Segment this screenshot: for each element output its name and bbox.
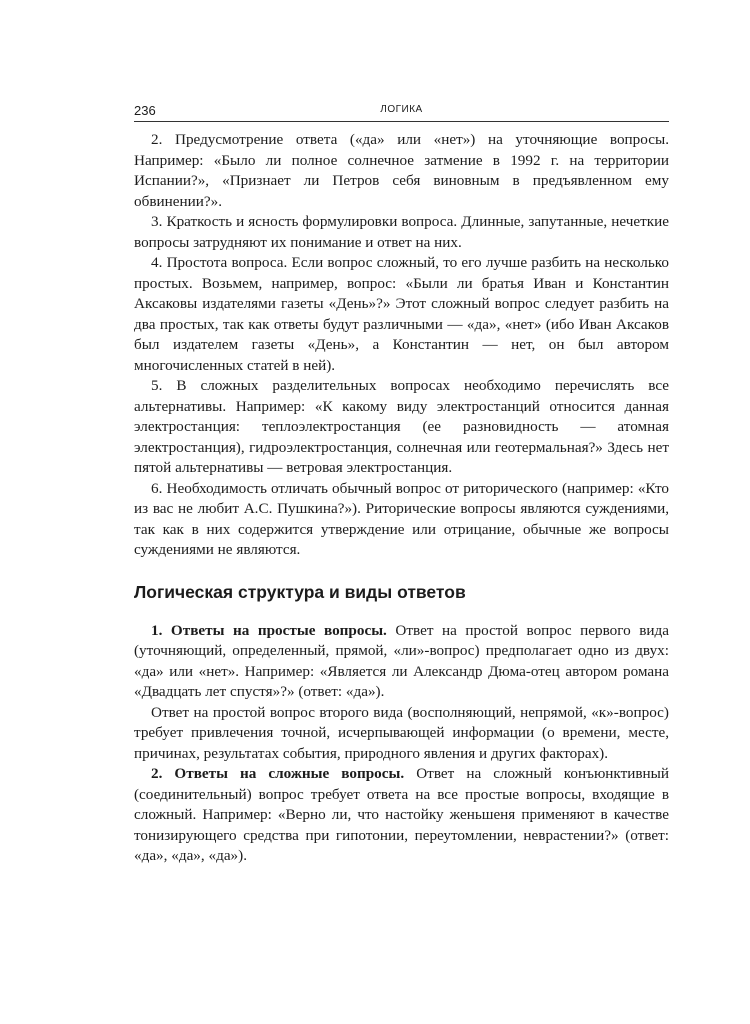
section-heading: Логическая структура и виды ответов — [134, 581, 466, 602]
paragraph-lead: 1. Ответы на простые вопросы. — [151, 621, 387, 639]
paragraph-text: Ответ на простой вопрос второго вида (восполняющий, непрямой, «к»-вопрос) требует привлечения точной, исчерпывающей информации (о времени, месте, причинах, результатах события, природного явления и других факторах). — [134, 703, 669, 762]
paragraph-item-4: 4. Простота вопроса. Если вопрос сложный, то его лучше разбить на несколько простых. Возьмем, например, вопрос: «Были ли братья Иван и Константин Аксаковы издателями газеты «День»?» Этот сложный вопрос следует разбить на два простых, так как ответы будут различными — «да», «нет» (ибо Иван Аксаков был издателем газеты «День», а Константин — нет, он был автором многочисленных статей в ней). — [134, 254, 669, 374]
paragraph-text: Ответ на простой вопрос первого вида (уточняющий, определенный, прямой, «ли»-вопрос) предполагает одно из двух: «да» или «нет». Например: «Является ли Александр Дюма-отец автором романа «Двадцать лет спустя»?» (ответ: «да»). — [134, 621, 669, 700]
paragraph-answers-simple — [134, 621, 669, 703]
paragraph-lead: 2. Ответы на сложные вопросы. — [151, 765, 405, 782]
paragraph-item-5: 5. В сложных разделительных вопросах необходимо перечислять все альтернативы. Например: «К какому виду электростанций относится данная электростанция: теплоэлектростанция (ее разновидность — атомная электростанция), гидроэлектростанция, солнечная или геотермальная?» Здесь нет пятой альтернативы — ветровая электростанция. — [134, 377, 669, 476]
paragraph-item-3: 3. Краткость и ясность формулировки вопроса. Длинные, запутанные, нечеткие вопросы затрудняют их понимание и ответ на них. — [134, 213, 669, 251]
page-header — [134, 103, 669, 122]
paragraph-answers-second-kind — [134, 703, 669, 765]
running-title: ЛОГИКА — [380, 104, 423, 115]
paragraph-item-6: 6. Необходимость отличать обычный вопрос от риторического (например: «Кто из вас не любит А.С. Пушкина?»). Риторические вопросы являются суждениями, так как в них содержится утверждение или отрицание, обычные же вопросы суждениями не являются. — [134, 479, 669, 558]
paragraph-item-2: 2. Предусмотрение ответа («да» или «нет») на уточняющие вопросы. Например: «Было ли полное солнечное затмение в 1992 г. на территории Испании?», «Признает ли Петров себя виновным в предъявленном ему обвинении?». — [134, 131, 669, 210]
paragraph-text: Ответ на сложный конъюнктивный (соединительный) вопрос требует ответа на все простые вопросы, входящие в сложный. Например: «Верно ли, что настойку женьшеня применяют в качестве тонизирующего средства при гипотонии, переутомлении, неврастении?» (ответ: «да», «да», «да»). — [134, 765, 669, 864]
page-number: 236 — [134, 103, 156, 118]
paragraph-answers-complex — [134, 764, 669, 867]
page-body — [134, 130, 669, 867]
